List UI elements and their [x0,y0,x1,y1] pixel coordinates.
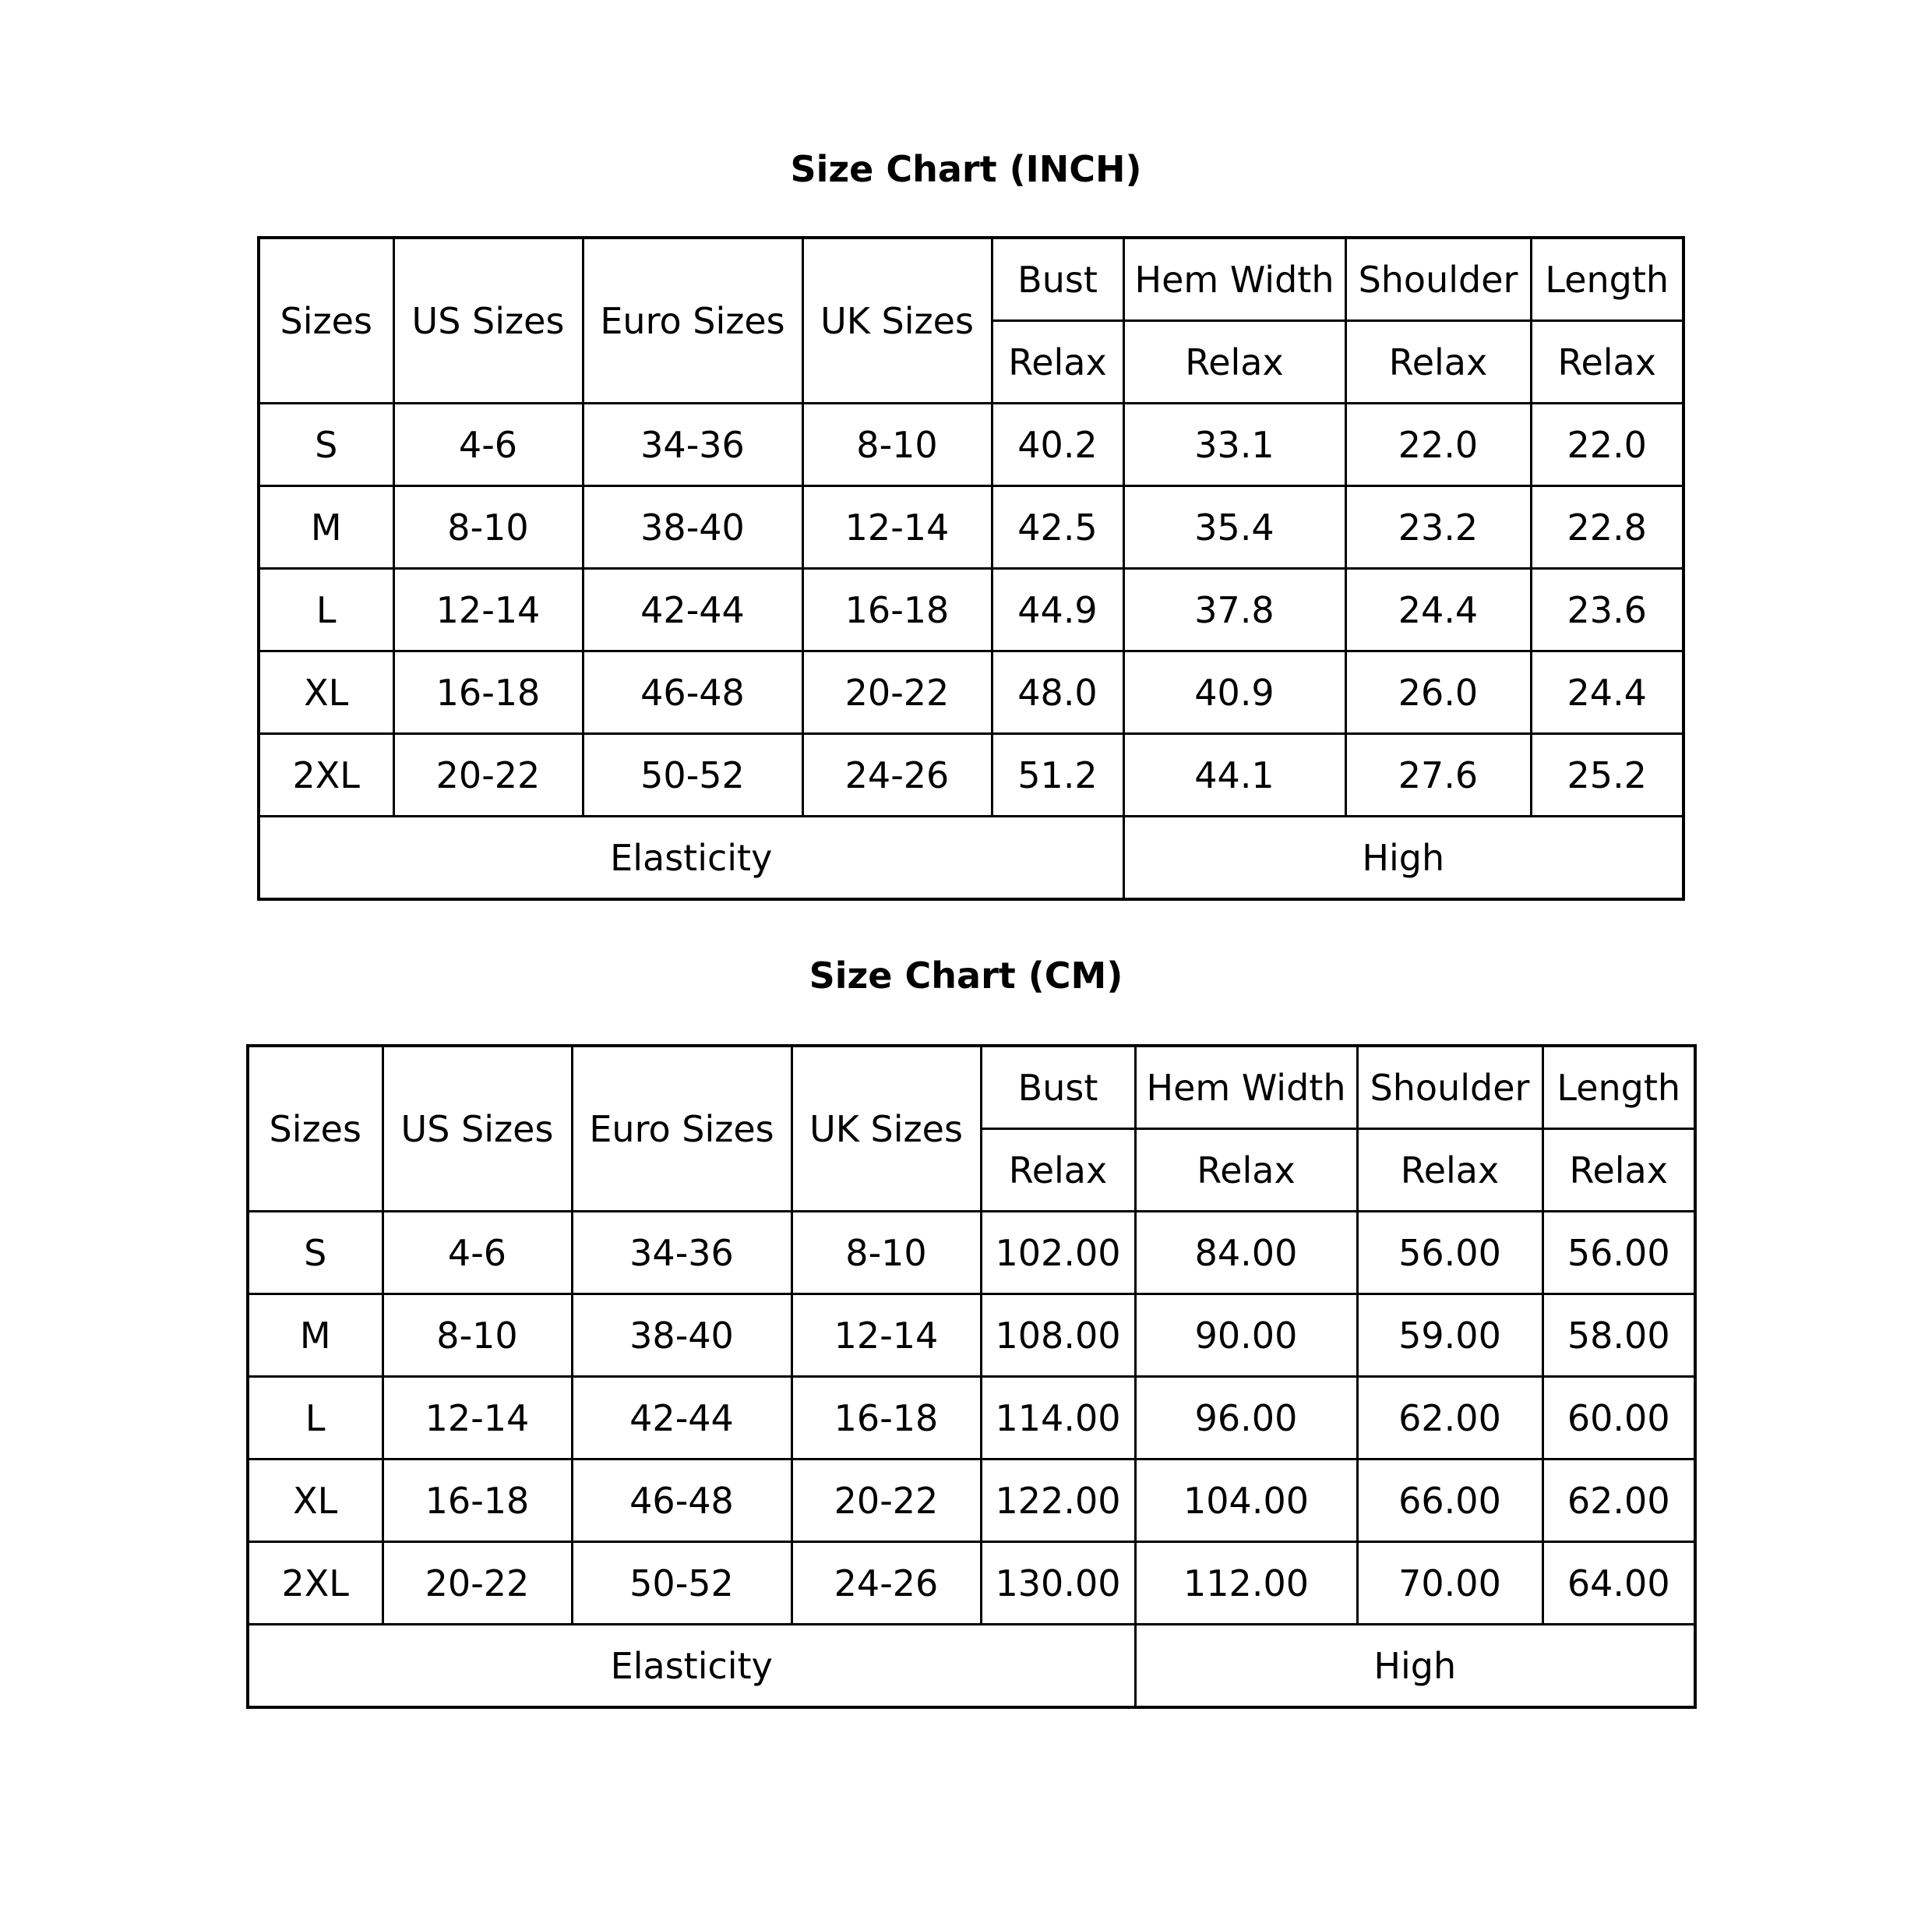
table-cell: 44.9 [992,569,1123,651]
table-cell: 4-6 [383,1212,572,1294]
table-cell: 22.0 [1345,404,1531,486]
table-row [259,486,1683,569]
table-cell: 24-26 [791,1542,981,1625]
table-cell: 16-18 [802,569,992,651]
table-row [248,1212,1695,1294]
size-label-cell: XL [259,651,393,734]
size-label-cell: 2XL [259,734,393,817]
column-header: US Sizes [383,1046,572,1212]
table-cell: 24-26 [802,734,992,817]
column-subheader: Relax [1542,1129,1695,1212]
column-subheader: Relax [1345,321,1531,404]
column-subheader: Relax [1123,321,1345,404]
table-cell: 58.00 [1542,1294,1695,1377]
size-label-cell: M [259,486,393,569]
table-row [248,1542,1695,1625]
table-cell: 51.2 [992,734,1123,817]
table-cell: 64.00 [1542,1542,1695,1625]
table-cell: 50-52 [583,734,802,817]
table-cell: 16-18 [383,1459,572,1542]
table-cell: 20-22 [802,651,992,734]
column-header: Euro Sizes [572,1046,791,1212]
table-cell: 20-22 [393,734,583,817]
column-header: Shoulder [1345,238,1531,321]
elasticity-value: High [1135,1625,1695,1708]
table-cell: 42-44 [583,569,802,651]
table-cell: 38-40 [572,1294,791,1377]
size-label-cell: M [248,1294,383,1377]
column-header: Length [1542,1046,1695,1129]
column-subheader: Relax [1531,321,1683,404]
column-header: Bust [981,1046,1135,1129]
table-cell: 56.00 [1357,1212,1542,1294]
table-cell: 12-14 [393,569,583,651]
table-cell: 22.0 [1531,404,1683,486]
table-cell: 42-44 [572,1377,791,1459]
table-cell: 48.0 [992,651,1123,734]
table-row [248,1459,1695,1542]
table-cell: 4-6 [393,404,583,486]
table-cell: 12-14 [802,486,992,569]
table-cell: 44.1 [1123,734,1345,817]
table-cell: 16-18 [393,651,583,734]
table-cell: 84.00 [1135,1212,1357,1294]
table-cell: 102.00 [981,1212,1135,1294]
size-chart-inch-title: Size Chart (INCH) [790,148,1142,190]
table-cell: 114.00 [981,1377,1135,1459]
elasticity-row [259,817,1683,900]
header-row [259,238,1683,321]
table-cell: 27.6 [1345,734,1531,817]
column-header: UK Sizes [791,1046,981,1212]
column-subheader: Relax [981,1129,1135,1212]
table-row [259,569,1683,651]
table-cell: 24.4 [1531,651,1683,734]
column-header: Shoulder [1357,1046,1542,1129]
table-cell: 8-10 [393,486,583,569]
table-cell: 8-10 [791,1212,981,1294]
table-cell: 20-22 [383,1542,572,1625]
elasticity-label: Elasticity [259,817,1123,900]
table-cell: 62.00 [1542,1459,1695,1542]
table-cell: 60.00 [1542,1377,1695,1459]
column-header: Euro Sizes [583,238,802,404]
table-cell: 12-14 [383,1377,572,1459]
table-row [259,734,1683,817]
table-cell: 16-18 [791,1377,981,1459]
column-header: UK Sizes [802,238,992,404]
table-row [259,651,1683,734]
table-cell: 70.00 [1357,1542,1542,1625]
table-cell: 59.00 [1357,1294,1542,1377]
size-chart-cm-table [246,1044,1697,1709]
size-label-cell: 2XL [248,1542,383,1625]
table-cell: 56.00 [1542,1212,1695,1294]
table-cell: 42.5 [992,486,1123,569]
size-label-cell: L [248,1377,383,1459]
table-cell: 90.00 [1135,1294,1357,1377]
column-subheader: Relax [1135,1129,1357,1212]
table-cell: 25.2 [1531,734,1683,817]
size-chart-cm-title: Size Chart (CM) [809,955,1123,997]
table-cell: 34-36 [583,404,802,486]
table-cell: 46-48 [583,651,802,734]
column-header: Bust [992,238,1123,321]
table-cell: 23.6 [1531,569,1683,651]
column-subheader: Relax [1357,1129,1542,1212]
header-row [248,1046,1695,1129]
table-cell: 8-10 [802,404,992,486]
table-cell: 33.1 [1123,404,1345,486]
table-cell: 37.8 [1123,569,1345,651]
column-subheader: Relax [992,321,1123,404]
table-cell: 108.00 [981,1294,1135,1377]
table-cell: 38-40 [583,486,802,569]
table-cell: 46-48 [572,1459,791,1542]
column-header: Hem Width [1135,1046,1357,1129]
table-row [248,1294,1695,1377]
table-cell: 66.00 [1357,1459,1542,1542]
table-cell: 26.0 [1345,651,1531,734]
size-label-cell: S [259,404,393,486]
table-cell: 23.2 [1345,486,1531,569]
table-cell: 50-52 [572,1542,791,1625]
table-cell: 62.00 [1357,1377,1542,1459]
table-cell: 112.00 [1135,1542,1357,1625]
table-row [248,1377,1695,1459]
elasticity-label: Elasticity [248,1625,1135,1708]
table-cell: 34-36 [572,1212,791,1294]
column-header: Hem Width [1123,238,1345,321]
table-row [259,404,1683,486]
table-cell: 22.8 [1531,486,1683,569]
table-cell: 8-10 [383,1294,572,1377]
table-cell: 20-22 [791,1459,981,1542]
column-header: Length [1531,238,1683,321]
column-header: Sizes [259,238,393,404]
table-cell: 40.9 [1123,651,1345,734]
table-cell: 12-14 [791,1294,981,1377]
column-header: Sizes [248,1046,383,1212]
size-label-cell: S [248,1212,383,1294]
table-cell: 96.00 [1135,1377,1357,1459]
table-cell: 104.00 [1135,1459,1357,1542]
size-chart-inch-table [257,236,1685,901]
table-cell: 40.2 [992,404,1123,486]
table-cell: 24.4 [1345,569,1531,651]
table-cell: 122.00 [981,1459,1135,1542]
column-header: US Sizes [393,238,583,404]
elasticity-row [248,1625,1695,1708]
table-cell: 35.4 [1123,486,1345,569]
table-cell: 130.00 [981,1542,1135,1625]
size-label-cell: XL [248,1459,383,1542]
elasticity-value: High [1123,817,1683,900]
size-label-cell: L [259,569,393,651]
